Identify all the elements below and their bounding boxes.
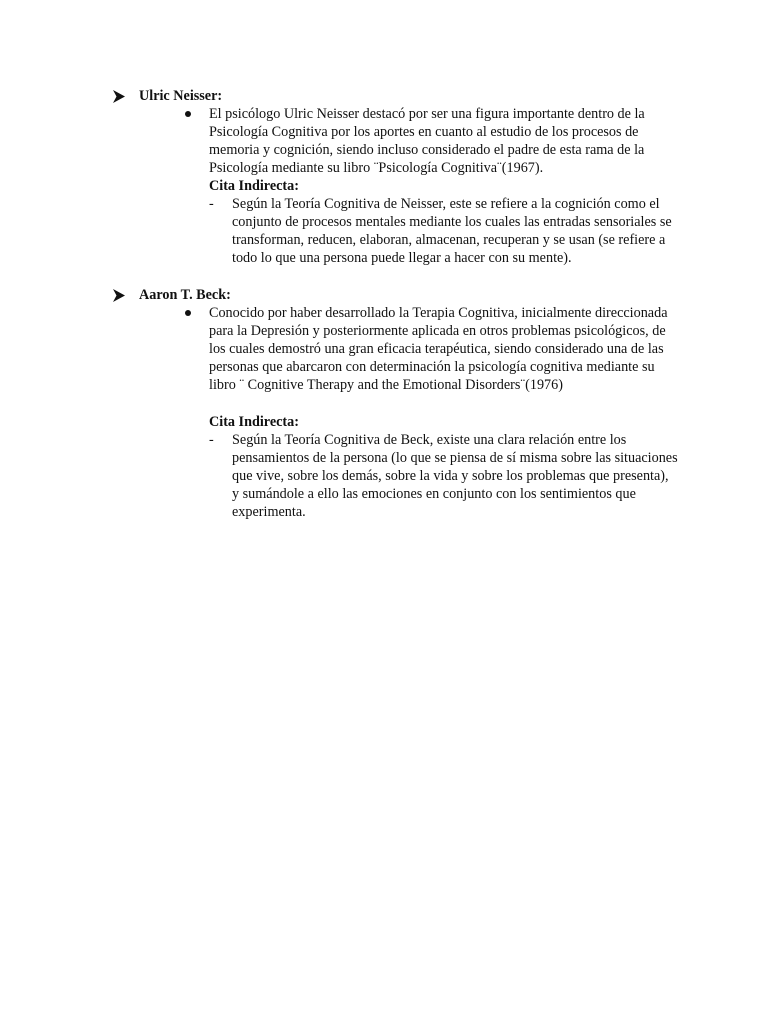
- dash-marker: -: [209, 432, 214, 448]
- section-heading-neisser: [112, 87, 222, 105]
- section-title: Aaron T. Beck:: [139, 287, 231, 303]
- arrow-bullet-icon: [112, 90, 125, 103]
- section-title: Ulric Neisser:: [139, 88, 223, 104]
- dash-marker: -: [209, 196, 214, 212]
- section-paragraph: Conocido por haber desarrollado la Terapia Cognitiva, inicialmente direccionada para la Depresión y posteriormente aplicada en otros problemas psicológicos, de los cuales demostró una gran eficacia terapéutica, siendo considerado una de las personas que abarcaron con determinación la psicología cognitiva mediante su libro ¨ Cognitive Therapy and the Emotional Disorders¨(1976): [209, 305, 668, 393]
- arrow-bullet-icon: [112, 289, 125, 302]
- cita-text: Según la Teoría Cognitiva de Beck, existe una clara relación entre los pensamientos de la persona (lo que se piensa de sí misma sobre las situaciones que vive, sobre los demás, sobre la vida y sobre los problemas que presenta), y sumándole a ello las emociones en conjunto con los sentimientos que experimenta.: [232, 432, 678, 520]
- section-heading-beck: [112, 286, 231, 304]
- cita-label: Cita Indirecta:: [209, 178, 299, 194]
- cita-label: Cita Indirecta:: [209, 414, 299, 430]
- bullet-dot-icon: [185, 111, 191, 117]
- section-paragraph: El psicólogo Ulric Neisser destacó por ser una figura importante dentro de la Psicología Cognitiva por los aportes en cuanto al estudio de los procesos de memoria y cognición, siendo incluso considerado el padre de esta rama de la Psicología mediante su libro ¨Psicología Cognitiva¨(1967).: [209, 106, 645, 176]
- cita-text: Según la Teoría Cognitiva de Neisser, este se refiere a la cognición como el conjunto de procesos mentales mediante los cuales las entradas sensoriales se transforman, reducen, elaboran, almacenan, recuperan y se usan (se refiere a todo lo que una persona puede llegar a hacer con su mente).: [232, 196, 672, 266]
- bullet-dot-icon: [185, 310, 191, 316]
